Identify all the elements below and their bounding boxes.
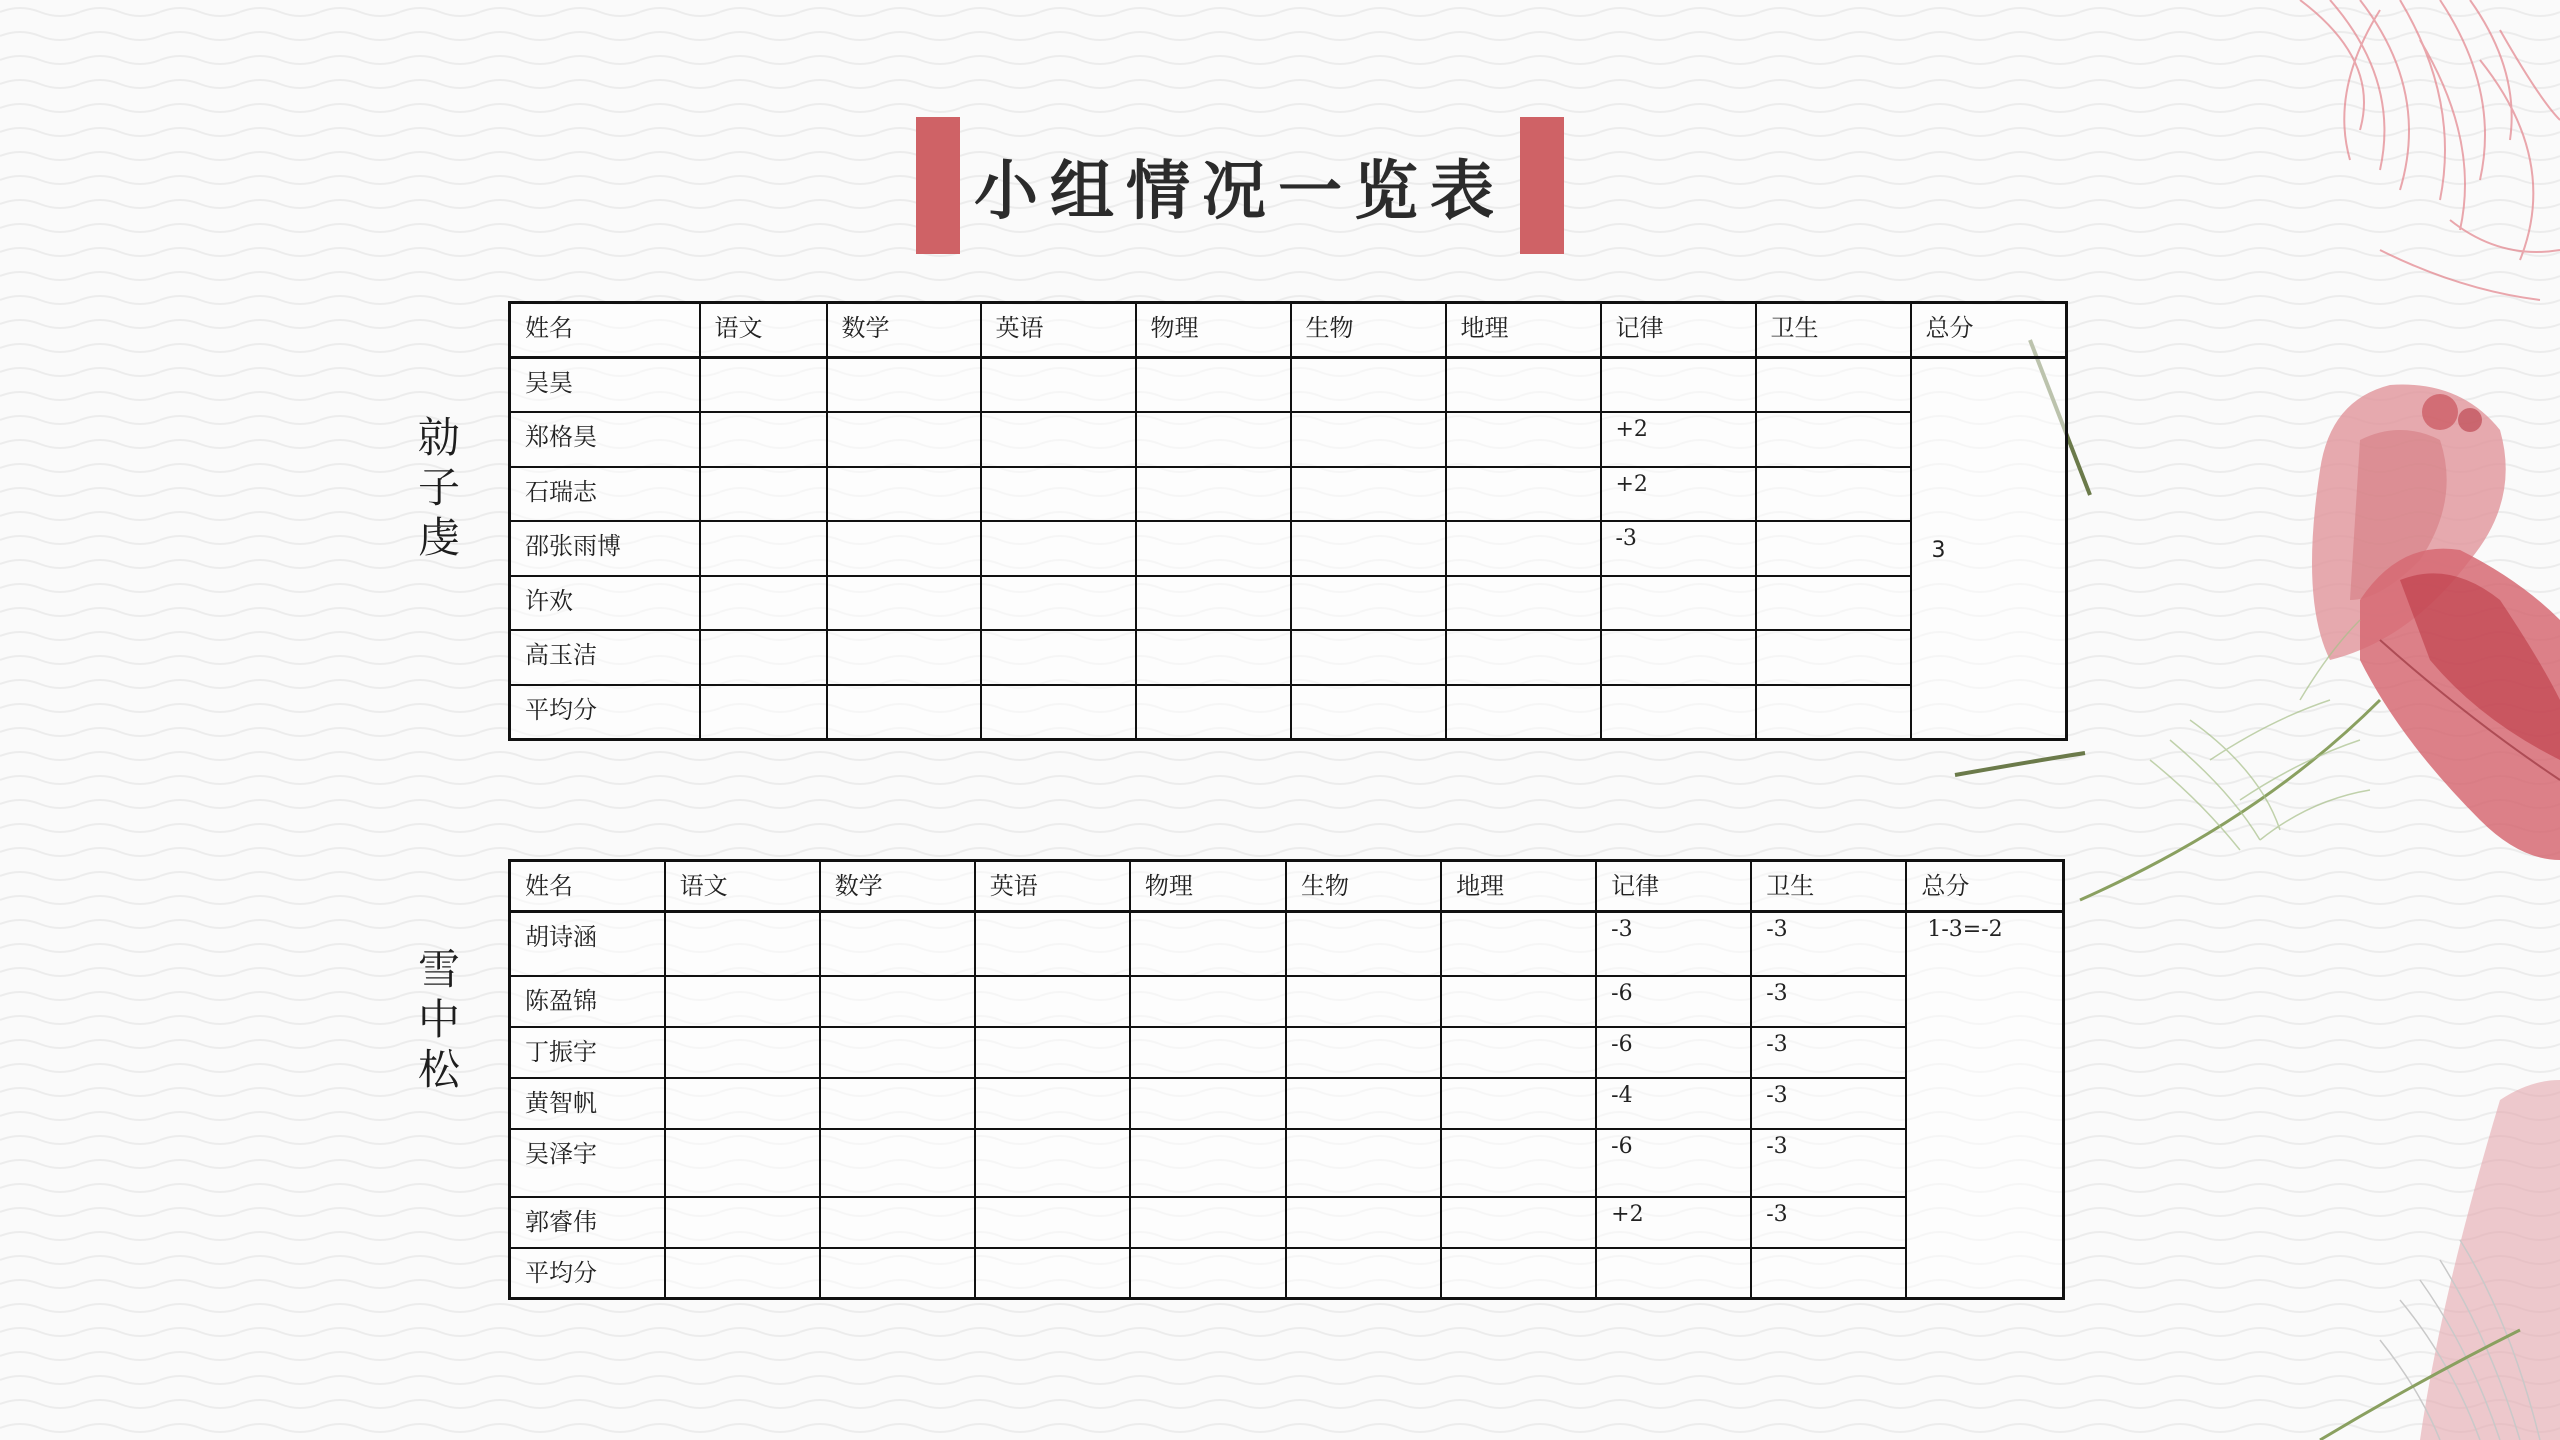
score-cell	[1286, 1078, 1441, 1129]
discipline-score	[1601, 630, 1756, 685]
score-cell	[820, 1078, 975, 1129]
student-name: 黄智帆	[510, 1078, 665, 1129]
column-header-geography: 地理	[1441, 861, 1596, 912]
score-cell	[827, 467, 981, 522]
group-2-name-char: 松	[417, 1045, 460, 1094]
score-cell	[1130, 1129, 1286, 1197]
column-header-geography: 地理	[1446, 303, 1601, 358]
score-cell	[981, 467, 1136, 522]
discipline-score: -6	[1596, 1129, 1751, 1197]
score-cell	[700, 630, 827, 685]
score-cell	[700, 576, 827, 631]
student-name: 丁振宇	[510, 1027, 665, 1078]
table-row	[510, 976, 2064, 1027]
hygiene-score	[1756, 467, 1911, 522]
hygiene-score	[1756, 412, 1911, 467]
group-total-score: 1-3=-2	[1906, 912, 2063, 1299]
score-cell	[1446, 685, 1601, 740]
score-cell	[1446, 521, 1601, 576]
score-cell	[975, 912, 1130, 976]
hygiene-score	[1756, 521, 1911, 576]
title-banner	[916, 117, 1564, 254]
hygiene-score	[1756, 358, 1911, 413]
score-cell	[665, 1197, 820, 1248]
table-row	[510, 412, 2067, 467]
hygiene-score	[1756, 685, 1911, 740]
score-cell	[1130, 1078, 1286, 1129]
score-cell	[1286, 1197, 1441, 1248]
discipline-score	[1601, 576, 1756, 631]
student-name: 邵张雨博	[510, 521, 700, 576]
score-cell	[1441, 1248, 1596, 1299]
table-row	[510, 358, 2067, 413]
score-cell	[820, 912, 975, 976]
score-cell	[1291, 521, 1446, 576]
column-header-hygiene: 卫生	[1756, 303, 1911, 358]
score-cell	[1291, 685, 1446, 740]
score-cell	[700, 412, 827, 467]
score-cell	[1136, 630, 1291, 685]
hygiene-score: -3	[1751, 976, 1906, 1027]
score-cell	[1291, 358, 1446, 413]
column-header-total: 总分	[1911, 303, 2067, 358]
table-row	[510, 1129, 2064, 1197]
discipline-score: +2	[1601, 467, 1756, 522]
page-title: 小组情况一览表	[974, 154, 1506, 229]
score-cell	[1286, 1248, 1441, 1299]
score-cell	[1446, 630, 1601, 685]
score-cell	[665, 976, 820, 1027]
column-header-biology: 生物	[1291, 303, 1446, 358]
score-cell	[820, 976, 975, 1027]
student-name: 许欢	[510, 576, 700, 631]
column-header-hygiene: 卫生	[1751, 861, 1906, 912]
score-cell	[975, 976, 1130, 1027]
table-row-average	[510, 1248, 2064, 1299]
score-cell	[1136, 412, 1291, 467]
table-header-row	[510, 861, 2064, 912]
score-cell	[827, 521, 981, 576]
score-cell	[981, 685, 1136, 740]
discipline-score	[1596, 1248, 1751, 1299]
hygiene-score	[1756, 630, 1911, 685]
score-cell	[820, 1027, 975, 1078]
score-cell	[1136, 576, 1291, 631]
score-cell	[1286, 976, 1441, 1027]
score-cell	[827, 358, 981, 413]
hygiene-score	[1751, 1248, 1906, 1299]
score-cell	[1286, 1129, 1441, 1197]
group-1-name-char: 勍	[417, 413, 460, 462]
column-header-english: 英语	[981, 303, 1136, 358]
column-header-biology: 生物	[1286, 861, 1441, 912]
score-cell	[1130, 1027, 1286, 1078]
group-2-name-char: 中	[417, 995, 460, 1044]
score-cell	[700, 358, 827, 413]
score-cell	[1446, 576, 1601, 631]
hygiene-score: -3	[1751, 1129, 1906, 1197]
score-cell	[975, 1248, 1130, 1299]
column-header-discipline: 记律	[1596, 861, 1751, 912]
score-cell	[665, 912, 820, 976]
score-cell	[981, 412, 1136, 467]
student-name: 郭睿伟	[510, 1197, 665, 1248]
discipline-score: -3	[1596, 912, 1751, 976]
score-cell	[1286, 912, 1441, 976]
column-header-chinese: 语文	[665, 861, 820, 912]
score-cell	[820, 1197, 975, 1248]
score-cell	[1291, 467, 1446, 522]
score-cell	[1136, 685, 1291, 740]
discipline-score: -6	[1596, 1027, 1751, 1078]
average-label: 平均分	[510, 685, 700, 740]
score-cell	[1446, 412, 1601, 467]
column-header-chinese: 语文	[700, 303, 827, 358]
hygiene-score: -3	[1751, 1027, 1906, 1078]
group-total-score: 3	[1911, 358, 2067, 740]
table-row	[510, 630, 2067, 685]
score-cell	[1441, 976, 1596, 1027]
column-header-name: 姓名	[510, 861, 665, 912]
score-cell	[1441, 912, 1596, 976]
score-cell	[1446, 467, 1601, 522]
student-name: 郑格昊	[510, 412, 700, 467]
table-row	[510, 1078, 2064, 1129]
score-cell	[975, 1078, 1130, 1129]
discipline-score: +2	[1596, 1197, 1751, 1248]
discipline-score: +2	[1601, 412, 1756, 467]
discipline-score: -3	[1601, 521, 1756, 576]
column-header-total: 总分	[1906, 861, 2063, 912]
group-1-name-char: 虔	[417, 513, 460, 562]
discipline-score	[1601, 685, 1756, 740]
student-name: 高玉洁	[510, 630, 700, 685]
table-header-row	[510, 303, 2067, 358]
score-cell	[981, 630, 1136, 685]
score-cell	[1136, 467, 1291, 522]
score-cell	[1441, 1027, 1596, 1078]
hygiene-score	[1756, 576, 1911, 631]
discipline-score: -4	[1596, 1078, 1751, 1129]
score-cell	[1130, 912, 1286, 976]
table-row	[510, 521, 2067, 576]
score-cell	[700, 467, 827, 522]
score-cell	[700, 685, 827, 740]
hygiene-score: -3	[1751, 912, 1906, 976]
student-name: 胡诗涵	[510, 912, 665, 976]
table-row	[510, 1027, 2064, 1078]
score-cell	[981, 358, 1136, 413]
student-name: 石瑞志	[510, 467, 700, 522]
score-cell	[975, 1129, 1130, 1197]
table-row-average	[510, 685, 2067, 740]
table-row	[510, 1197, 2064, 1248]
table-row	[510, 576, 2067, 631]
title-accent-bar-right	[1520, 117, 1564, 254]
group-2-name-char: 雪	[417, 945, 460, 994]
score-cell	[827, 412, 981, 467]
score-cell	[1441, 1197, 1596, 1248]
discipline-score: -6	[1596, 976, 1751, 1027]
score-cell	[1291, 412, 1446, 467]
score-cell	[827, 630, 981, 685]
score-cell	[1130, 976, 1286, 1027]
score-cell	[1286, 1027, 1441, 1078]
score-cell	[1136, 521, 1291, 576]
score-cell	[1446, 358, 1601, 413]
score-cell	[1291, 576, 1446, 631]
score-cell	[981, 576, 1136, 631]
score-cell	[1130, 1248, 1286, 1299]
table-row	[510, 912, 2064, 976]
score-cell	[665, 1027, 820, 1078]
column-header-physics: 物理	[1130, 861, 1286, 912]
score-cell	[820, 1248, 975, 1299]
score-cell	[1441, 1078, 1596, 1129]
score-cell	[820, 1129, 975, 1197]
discipline-score	[1601, 358, 1756, 413]
score-cell	[827, 576, 981, 631]
column-header-discipline: 记律	[1601, 303, 1756, 358]
hygiene-score: -3	[1751, 1078, 1906, 1129]
score-cell	[975, 1197, 1130, 1248]
score-cell	[1291, 630, 1446, 685]
score-cell	[827, 685, 981, 740]
column-header-physics: 物理	[1136, 303, 1291, 358]
column-header-math: 数学	[820, 861, 975, 912]
score-cell	[1136, 358, 1291, 413]
score-cell	[665, 1078, 820, 1129]
column-header-math: 数学	[827, 303, 981, 358]
score-cell	[665, 1129, 820, 1197]
average-label: 平均分	[510, 1248, 665, 1299]
hygiene-score: -3	[1751, 1197, 1906, 1248]
table-row	[510, 467, 2067, 522]
score-cell	[665, 1248, 820, 1299]
score-cell	[1441, 1129, 1596, 1197]
column-header-name: 姓名	[510, 303, 700, 358]
score-cell	[981, 521, 1136, 576]
column-header-english: 英语	[975, 861, 1130, 912]
group-1-name	[409, 413, 469, 563]
student-name: 陈盈锦	[510, 976, 665, 1027]
group-1-name-char: 子	[417, 463, 460, 512]
group-2-score-table	[508, 859, 2065, 1300]
student-name: 吴昊	[510, 358, 700, 413]
title-accent-bar-left	[916, 117, 960, 254]
student-name: 吴泽宇	[510, 1129, 665, 1197]
group-2-name	[409, 945, 469, 1095]
score-cell	[1130, 1197, 1286, 1248]
score-cell	[700, 521, 827, 576]
score-cell	[975, 1027, 1130, 1078]
group-1-score-table	[508, 301, 2068, 741]
